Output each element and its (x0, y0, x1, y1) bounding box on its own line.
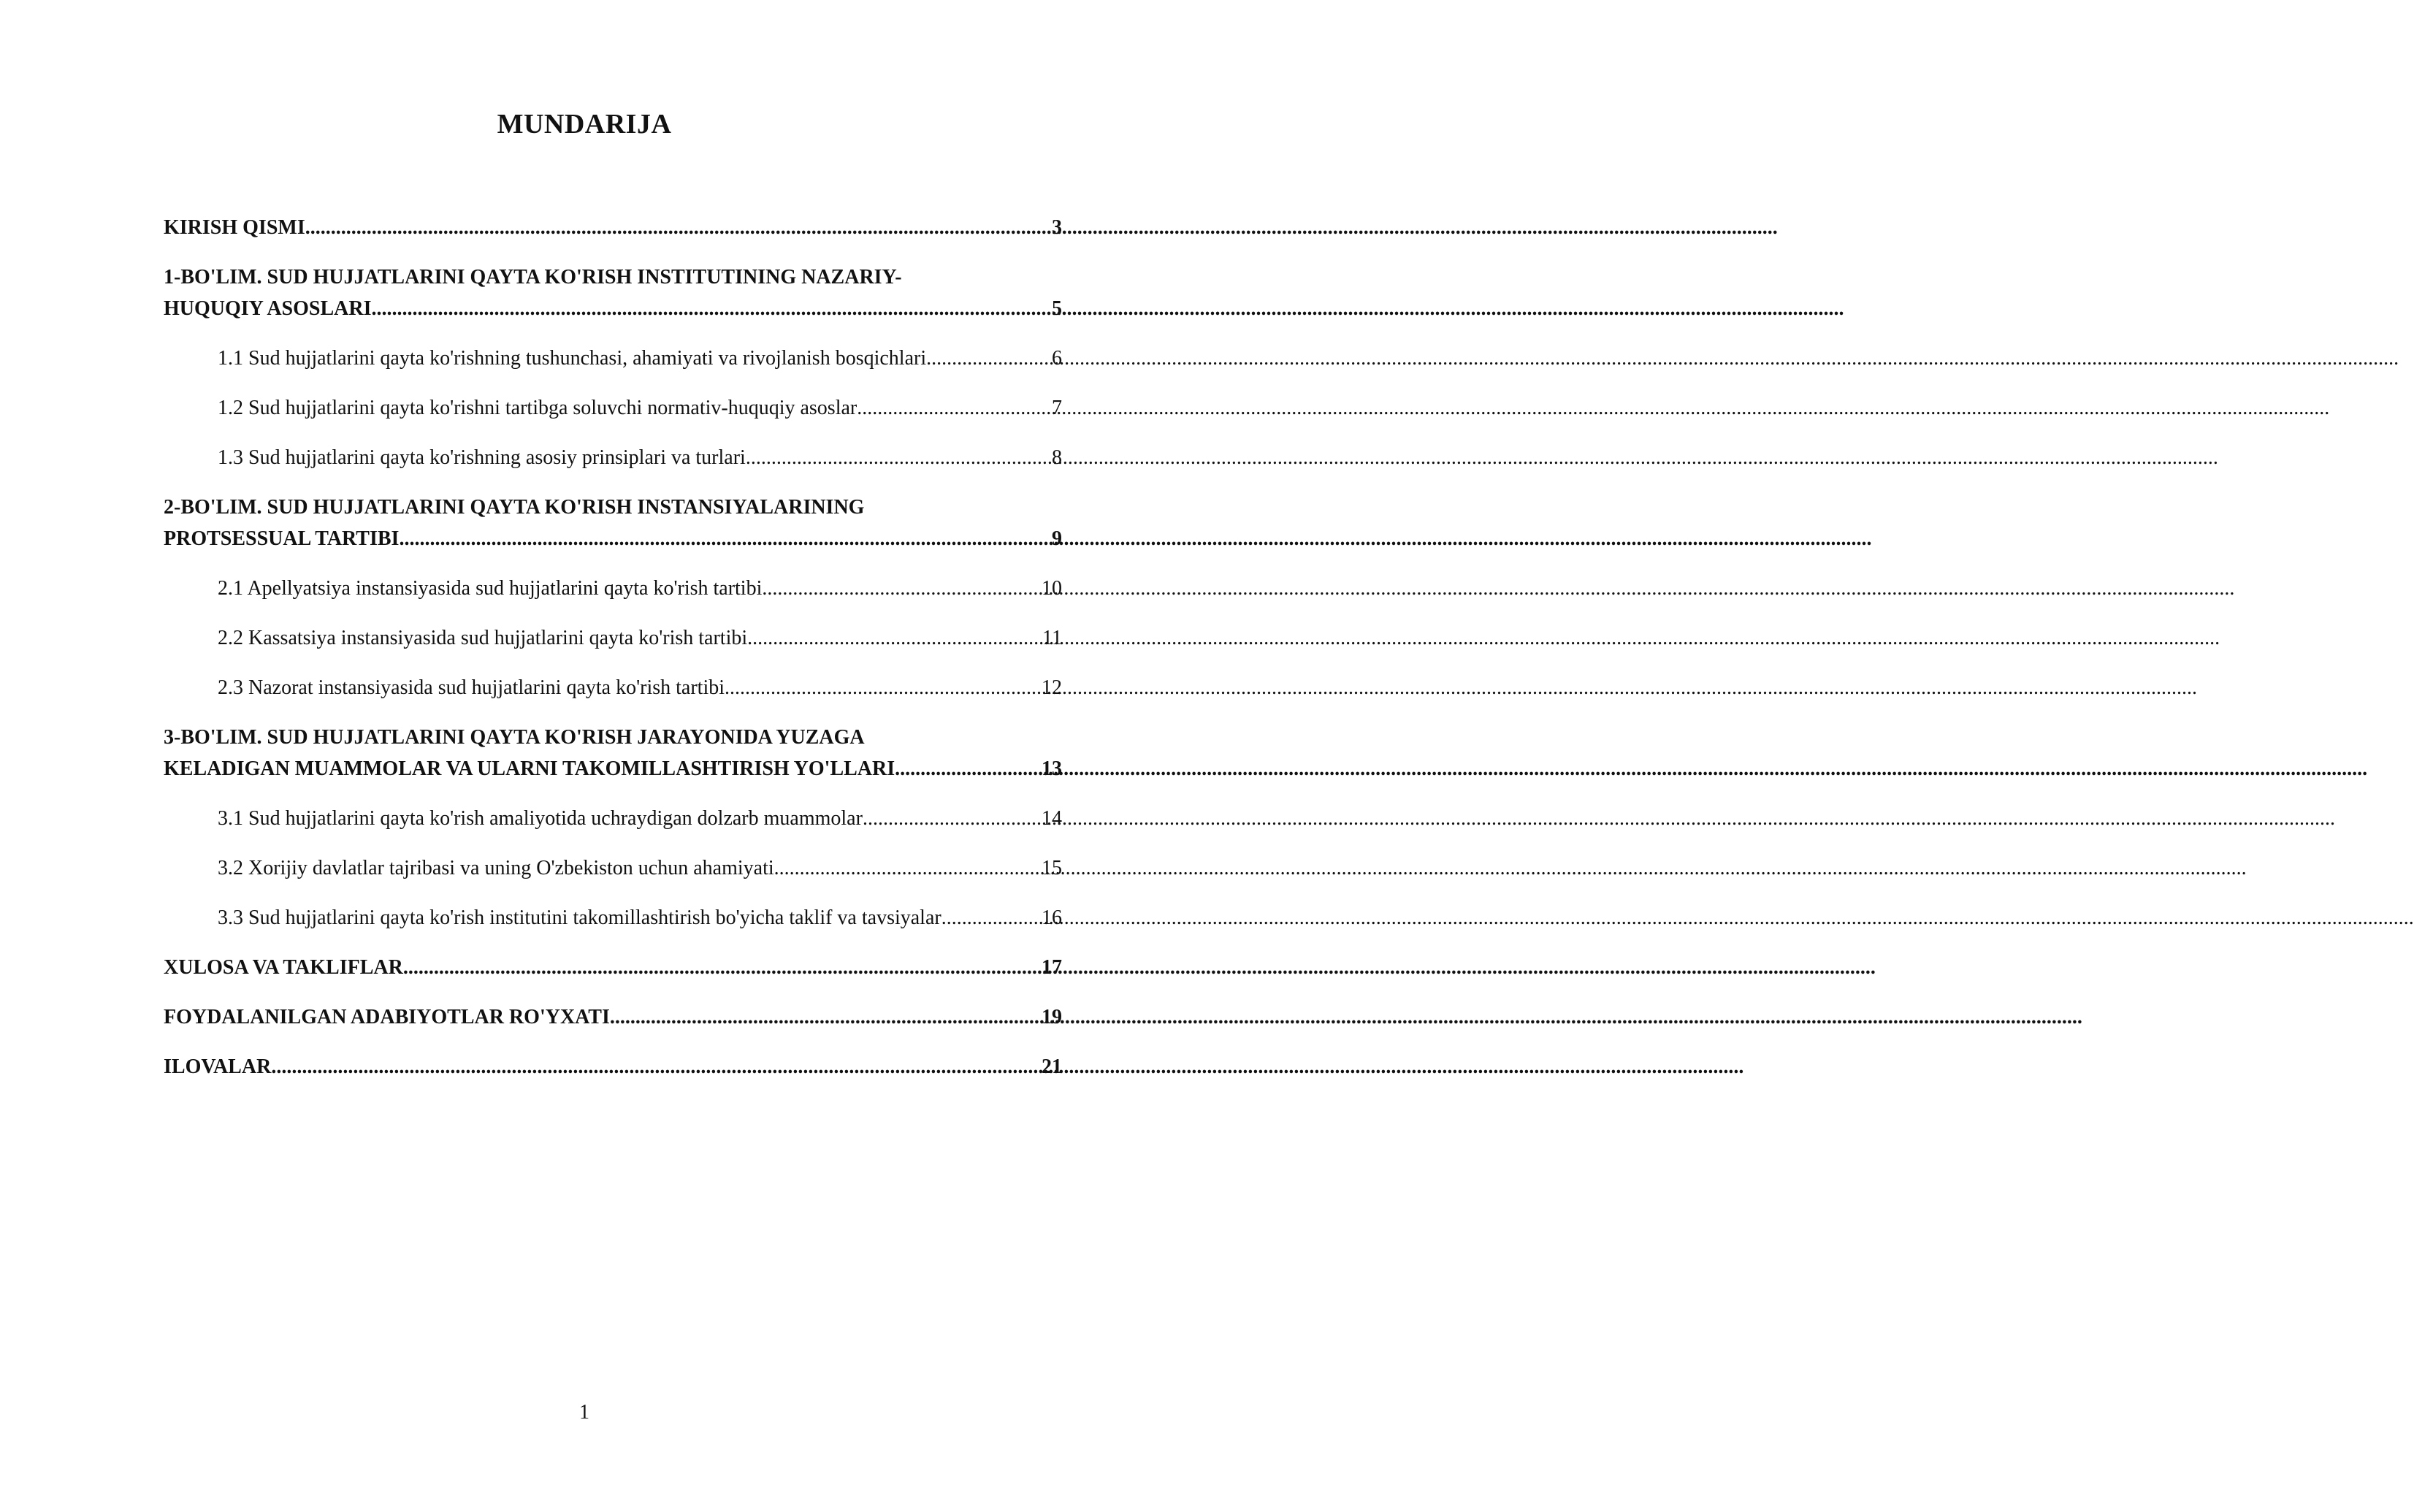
dot-leader (725, 672, 1040, 703)
toc-entry-page-number: 19 (1042, 1006, 1062, 1028)
toc-entry-title: 3.1 Sud hujjatlarini qayta ko'rish amaliyotida uchraydigan dolzarb muammolar (218, 807, 863, 830)
toc-entry-page-number: 21 (1042, 1055, 1062, 1078)
toc-entry[interactable] (164, 343, 1062, 374)
toc-entry-page-number: 9 (1052, 527, 1062, 550)
toc-entry-row (164, 523, 1062, 554)
toc-entry-title: 1.1 Sud hujjatlarini qayta ko'rishning tushunchasi, ahamiyati va rivojlanish bosqichlari (218, 347, 927, 370)
toc-entry-title: ILOVALAR (164, 1055, 272, 1078)
toc-entry[interactable] (164, 952, 1062, 983)
toc-entry-row (164, 1051, 1062, 1083)
toc-entry[interactable] (164, 442, 1062, 473)
toc-entry-page-number: 11 (1042, 627, 1062, 649)
toc-entry-page-number: 15 (1042, 857, 1062, 879)
toc-entry[interactable] (164, 1051, 1062, 1083)
toc-entry-row (218, 672, 1062, 703)
toc-entry[interactable] (164, 573, 1062, 604)
toc-entry-row (164, 952, 1062, 983)
toc-entry[interactable] (164, 852, 1062, 884)
toc-entry-page-number: 10 (1042, 577, 1062, 600)
dot-leader (403, 952, 1040, 983)
table-of-contents (164, 212, 1062, 1101)
dot-leader (863, 803, 1040, 834)
toc-entry-title: 1.2 Sud hujjatlarini qayta ko'rishni tartibga soluvchi normativ-huquqiy asoslar (218, 397, 857, 419)
dot-leader (746, 442, 1050, 473)
toc-entry-page-number: 8 (1052, 446, 1062, 469)
toc-entry-row (164, 212, 1062, 243)
toc-entry-title: KELADIGAN MUAMMOLAR VA ULARNI TAKOMILLASHTIRISH YO'LLARI (164, 757, 895, 780)
toc-entry[interactable] (164, 622, 1062, 654)
toc-entry-title-line1: 2-BO'LIM. SUD HUJJATLARINI QAYTA KO'RISH INSTANSIYALARINING (164, 496, 865, 519)
toc-entry-title: XULOSA VA TAKLIFLAR (164, 956, 403, 979)
toc-entry[interactable] (164, 672, 1062, 703)
dot-leader (399, 523, 1050, 554)
toc-entry[interactable] (164, 722, 1062, 784)
toc-entry-row (218, 852, 1062, 884)
toc-entry-row (218, 392, 1062, 424)
toc-entry[interactable] (164, 803, 1062, 834)
dot-leader (762, 573, 1040, 604)
toc-entry-title: 1.3 Sud hujjatlarini qayta ko'rishning asosiy prinsiplari va turlari (218, 446, 746, 469)
toc-entry-title: HUQUQIY ASOSLARI (164, 297, 372, 320)
toc-entry-title: KIRISH QISMI (164, 216, 305, 239)
toc-entry[interactable] (164, 261, 1062, 324)
page-title: MUNDARIJA (497, 109, 672, 140)
dot-leader (774, 852, 1040, 884)
toc-entry-row (218, 902, 1062, 933)
toc-entry-page-number: 12 (1042, 676, 1062, 699)
toc-entry-title: 3.3 Sud hujjatlarini qayta ko'rish institutini takomillashtirish bo'yicha taklif va tavsiyalar (218, 906, 941, 929)
dot-leader (747, 622, 1041, 654)
page-number: 1 (579, 1401, 589, 1424)
toc-entry-title: PROTSESSUAL TARTIBI (164, 527, 400, 550)
toc-entry-row (164, 1001, 1062, 1033)
toc-entry[interactable] (164, 492, 1062, 554)
toc-entry-page-number: 14 (1042, 807, 1062, 830)
toc-entry-title-line1: 1-BO'LIM. SUD HUJJATLARINI QAYTA KO'RISH INSTITUTINING NAZARIY- (164, 266, 902, 289)
toc-entry-page-number: 13 (1042, 757, 1062, 780)
toc-entry-row (164, 753, 1062, 784)
toc-entry-page-number: 5 (1052, 297, 1062, 320)
toc-entry-title: 2.1 Apellyatsiya instansiyasida sud hujjatlarini qayta ko'rish tartibi (218, 577, 763, 600)
toc-entry-row (218, 573, 1062, 604)
dot-leader (271, 1051, 1040, 1083)
toc-entry-page-number: 3 (1052, 216, 1062, 239)
toc-entry-title: 2.3 Nazorat instansiyasida sud hujjatlarini qayta ko'rish tartibi (218, 676, 725, 699)
toc-entry-row (164, 293, 1062, 324)
dot-leader (610, 1001, 1040, 1033)
toc-entry-title: FOYDALANILGAN ADABIYOTLAR RO'YXATI (164, 1006, 610, 1028)
toc-entry-row (218, 803, 1062, 834)
toc-entry-page-number: 17 (1042, 956, 1062, 979)
toc-entry-page-number: 6 (1052, 347, 1062, 370)
dot-leader (941, 902, 1040, 933)
toc-entry-title-line1: 3-BO'LIM. SUD HUJJATLARINI QAYTA KO'RISH JARAYONIDA YUZAGA (164, 726, 865, 749)
toc-entry[interactable] (164, 902, 1062, 933)
toc-entry-row (218, 442, 1062, 473)
toc-entry-row (218, 343, 1062, 374)
dot-leader (857, 392, 1050, 424)
dot-leader (926, 343, 1050, 374)
dot-leader (305, 212, 1050, 243)
document-page (0, 0, 1169, 1512)
dot-leader (371, 293, 1050, 324)
dot-leader (895, 753, 1040, 784)
toc-entry[interactable] (164, 392, 1062, 424)
toc-entry-page-number: 16 (1042, 906, 1062, 929)
toc-entry-row (218, 622, 1062, 654)
toc-entry[interactable] (164, 212, 1062, 243)
toc-entry-title: 3.2 Xorijiy davlatlar tajribasi va uning O'zbekiston uchun ahamiyati (218, 857, 774, 879)
toc-entry-page-number: 7 (1052, 397, 1062, 419)
toc-entry-title: 2.2 Kassatsiya instansiyasida sud hujjatlarini qayta ko'rish tartibi (218, 627, 748, 649)
toc-entry[interactable] (164, 1001, 1062, 1033)
